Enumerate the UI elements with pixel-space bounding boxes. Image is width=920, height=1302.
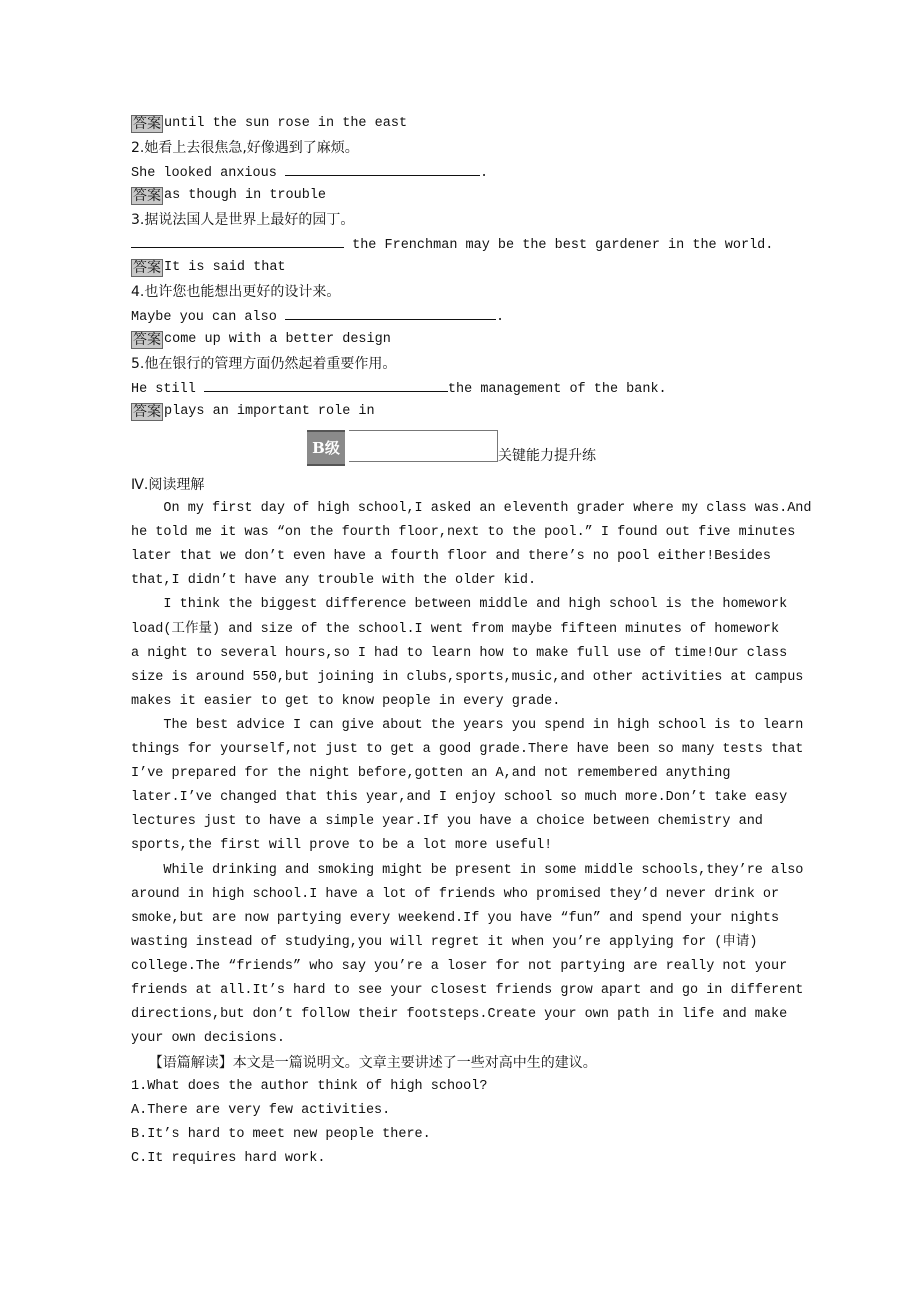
answer-line: [131, 403, 375, 421]
passage-line: sports,the first will prove to be a lot more useful!: [131, 838, 553, 853]
blank: [131, 235, 344, 248]
question-chinese: [131, 211, 354, 229]
question-number: 3.: [131, 212, 145, 228]
fill-in-before: He still: [131, 382, 204, 397]
question-chinese: [131, 355, 396, 373]
passage-line: smoke,but are now partying every weekend.If you have “fun” and spend your nights: [131, 911, 780, 926]
level-badge: B级: [307, 430, 345, 466]
passage-line: I think the biggest difference between middle and high school is the homework: [131, 597, 788, 612]
fill-in-line: [131, 163, 488, 181]
passage-line: later that we don’t even have a fourth floor and there’s no pool either!Besides: [131, 549, 772, 564]
answer-text: as though in trouble: [164, 188, 327, 203]
fill-in-line: [131, 307, 504, 325]
passage-line: directions,but don’t follow their footsteps.Create your own path in life and make: [131, 1007, 788, 1022]
passage-line: load(工作量) and size of the school.I went from maybe fifteen minutes of homework: [131, 622, 780, 637]
banner-box: [349, 430, 498, 462]
question-chinese: [131, 283, 340, 301]
question-number: 2.: [131, 140, 145, 156]
answer-label: 答案: [133, 332, 161, 348]
question-text: 她看上去很焦急,好像遇到了麻烦。: [144, 140, 359, 156]
passage-line: lectures just to have a simple year.If you have a choice between chemistry and: [131, 814, 763, 829]
passage-line: On my first day of high school,I asked an eleventh grader where my class was.And: [131, 501, 812, 516]
question-text: 他在银行的管理方面仍然起着重要作用。: [144, 356, 397, 372]
passage-line: While drinking and smoking might be present in some middle schools,they’re also: [131, 863, 804, 878]
question-option: C.It requires hard work.: [131, 1151, 326, 1166]
blank: [285, 163, 480, 176]
question-option: B.It’s hard to meet new people there.: [131, 1127, 431, 1142]
passage-line: I’ve prepared for the night before,gotten an A,and not remembered anything: [131, 766, 731, 781]
answer-line: [131, 115, 407, 133]
answer-text: until the sun rose in the east: [164, 116, 408, 131]
section-heading: Ⅳ.阅读理解: [131, 477, 205, 493]
passage-line: your own decisions.: [131, 1031, 285, 1046]
fill-in-line: [131, 235, 773, 253]
answer-text: plays an important role in: [164, 404, 375, 419]
question-chinese: [131, 139, 359, 157]
passage-line: things for yourself,not just to get a good grade.There have been so many tests that: [131, 742, 804, 757]
passage-line: wasting instead of studying,you will regret it when you’re applying for (申请): [131, 935, 758, 950]
passage-line: The best advice I can give about the years you spend in high school is to learn: [131, 718, 804, 733]
passage-line: college.The “friends” who say you’re a loser for not partying are really not your: [131, 959, 788, 974]
fill-in-after: the Frenchman may be the best gardener in the world.: [344, 238, 774, 253]
passage-line: size is around 550,but joining in clubs,sports,music,and other activities at campus: [131, 670, 804, 685]
answer-label: 答案: [133, 188, 161, 204]
fill-in-before: Maybe you can also: [131, 310, 285, 325]
question-stem: 1.What does the author think of high school?: [131, 1079, 488, 1094]
blank: [204, 379, 448, 392]
answer-line: [131, 259, 286, 277]
banner-title: 关键能力提升练: [498, 448, 596, 464]
fill-in-line: [131, 379, 667, 397]
passage-line: friends at all.It’s hard to see your closest friends grow apart and go in different: [131, 983, 804, 998]
answer-text: come up with a better design: [164, 332, 391, 347]
fill-in-after: .: [495, 310, 505, 325]
passage-line: later.I’ve changed that this year,and I enjoy school so much more.Don’t take easy: [131, 790, 788, 805]
analysis-text: 【语篇解读】本文是一篇说明文。文章主要讲述了一些对高中生的建议。: [131, 1055, 597, 1071]
answer-text: It is said that: [164, 260, 286, 275]
fill-in-before: She looked anxious: [131, 166, 285, 181]
answer-label: 答案: [133, 260, 161, 276]
question-option: A.There are very few activities.: [131, 1103, 391, 1118]
level-banner: [307, 430, 627, 464]
passage-line: that,I didn’t have any trouble with the older kid.: [131, 573, 537, 588]
fill-in-after: the management of the bank.: [447, 382, 667, 397]
answer-label: 答案: [133, 404, 161, 420]
passage-line: he told me it was “on the fourth floor,next to the pool.” I found out five minutes: [131, 525, 796, 540]
answer-line: [131, 187, 326, 205]
passage-line: makes it easier to get to know people in every grade.: [131, 694, 561, 709]
blank: [285, 307, 496, 320]
answer-label: 答案: [133, 116, 161, 132]
passage-line: around in high school.I have a lot of friends who promised they’d never drink or: [131, 887, 780, 902]
question-number: 4.: [131, 284, 145, 300]
question-number: 5.: [131, 356, 145, 372]
question-text: 也许您也能想出更好的设计来。: [144, 284, 341, 300]
fill-in-after: .: [479, 166, 489, 181]
question-text: 据说法国人是世界上最好的园丁。: [144, 212, 355, 228]
answer-line: [131, 331, 391, 349]
passage-line: a night to several hours,so I had to learn how to make full use of time!Our class: [131, 646, 788, 661]
